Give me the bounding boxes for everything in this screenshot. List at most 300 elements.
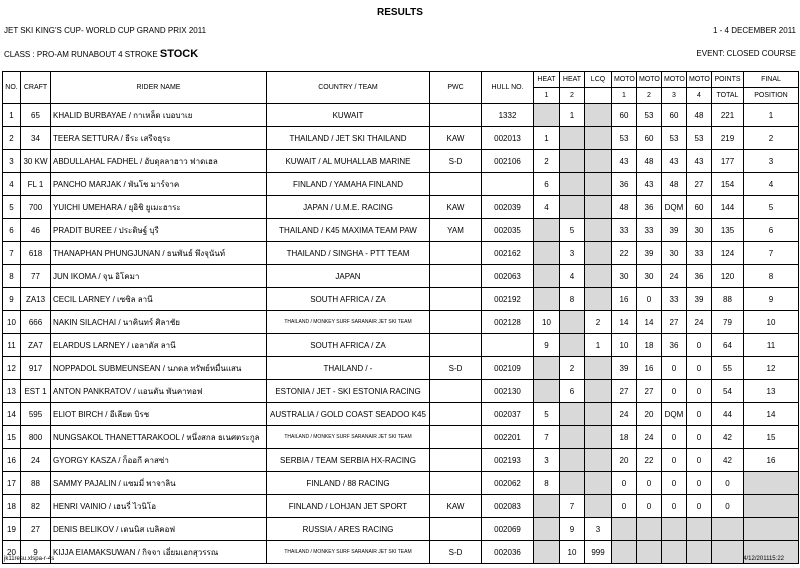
cell-craft: 65: [21, 104, 51, 127]
cell-no: 15: [3, 426, 21, 449]
cell-final-position: [744, 472, 799, 495]
cell-team: THAILAND / MONKEY SURF SARANAIR JET SKI TEAM: [267, 311, 430, 334]
col-moto1-header: MOTO: [612, 72, 637, 88]
cell-heat1: [534, 219, 560, 242]
cell-no: 11: [3, 334, 21, 357]
rider-name-thai: ประดิษฐ์ บุรี: [118, 225, 159, 235]
cell-heat1: [534, 104, 560, 127]
rider-name-latin: NAKIN SILACHAI /: [53, 317, 123, 327]
cell-final-position: 16: [744, 449, 799, 472]
rider-name-latin: CECIL LARNEY /: [53, 294, 118, 304]
cell-hull: 002201: [482, 426, 534, 449]
cell-moto2: 22: [637, 449, 662, 472]
cell-lcq: 1: [585, 334, 612, 357]
cell-moto2: 36: [637, 196, 662, 219]
cell-team: KUWAIT / AL MUHALLAB MARINE: [267, 150, 430, 173]
cell-craft: 595: [21, 403, 51, 426]
cell-lcq: [585, 403, 612, 426]
cell-team: SOUTH AFRICA / ZA: [267, 288, 430, 311]
cell-heat1: [534, 265, 560, 288]
cell-craft: 618: [21, 242, 51, 265]
col-heat1-header: HEAT: [534, 72, 560, 88]
cell-pwc: [430, 518, 482, 541]
cell-craft: 30 KW: [21, 150, 51, 173]
cell-final-position: 1: [744, 104, 799, 127]
rider-name-latin: TEERA SETTURA /: [53, 133, 126, 143]
cell-heat2: [560, 449, 585, 472]
rider-name-latin: DENIS BELIKOV /: [53, 524, 121, 534]
table-row: [3, 219, 799, 242]
event-name: JET SKI KING'S CUP- WORLD CUP GRAND PRIX 2011: [4, 26, 207, 35]
cell-lcq: [585, 219, 612, 242]
col-points-header: POINTS: [712, 72, 744, 88]
cell-total: 79: [712, 311, 744, 334]
cell-total: 44: [712, 403, 744, 426]
col-heat2-header: HEAT: [560, 72, 585, 88]
cell-moto1: 60: [612, 104, 637, 127]
cell-total: 42: [712, 449, 744, 472]
cell-moto4: 0: [687, 495, 712, 518]
cell-moto2: [637, 541, 662, 564]
table-row: [3, 472, 799, 495]
cell-moto1: 33: [612, 219, 637, 242]
cell-team: KUWAIT: [267, 104, 430, 127]
cell-team: THAILAND / MONKEY SURF SARANAIR JET SKI TEAM: [267, 426, 430, 449]
cell-total: 0: [712, 472, 744, 495]
cell-moto3: 43: [662, 150, 687, 173]
cell-lcq: [585, 265, 612, 288]
cell-no: 1: [3, 104, 21, 127]
cell-heat2: 8: [560, 288, 585, 311]
col-craft-header: CRAFT: [21, 72, 51, 104]
cell-lcq: [585, 495, 612, 518]
cell-moto3: 30: [662, 242, 687, 265]
cell-moto2: 18: [637, 334, 662, 357]
cell-moto1: 30: [612, 265, 637, 288]
rider-name-latin: KIJJA EIAMAKSUWAN /: [53, 547, 143, 557]
rider-name-latin: NUNGSAKOL THANETTARAKOOL /: [53, 432, 187, 442]
cell-final-position: 14: [744, 403, 799, 426]
rider-name-latin: ELARDUS LARNEY /: [53, 340, 132, 350]
cell-final-position: 10: [744, 311, 799, 334]
cell-heat2: [560, 426, 585, 449]
cell-moto4: [687, 518, 712, 541]
cell-team: THAILAND / MONKEY SURF SARANAIR JET SKI TEAM: [267, 541, 430, 564]
rider-name-thai: กิจจา เอี่ยมเอกสุวรรณ: [142, 547, 219, 557]
cell-pwc: KAW: [430, 196, 482, 219]
header-row: [3, 72, 799, 88]
cell-moto4: 53: [687, 127, 712, 150]
cell-moto2: 53: [637, 104, 662, 127]
cell-hull: 002036: [482, 541, 534, 564]
cell-team: SERBIA / TEAM SERBIA HX-RACING: [267, 449, 430, 472]
cell-team: ESTONIA / JET - SKI ESTONIA RACING: [267, 380, 430, 403]
cell-moto4: 48: [687, 104, 712, 127]
rider-name-thai: ก็ออกี คาสซ่า: [122, 455, 169, 465]
footer-filename: jk11resu.xlspa-r-4s: [4, 556, 55, 562]
cell-no: 20: [3, 541, 21, 564]
cell-moto3: DQM: [662, 196, 687, 219]
cell-rider: [51, 288, 267, 311]
cell-pwc: [430, 265, 482, 288]
cell-rider: [51, 518, 267, 541]
cell-hull: 002128: [482, 311, 534, 334]
col-moto3-header: MOTO: [662, 72, 687, 88]
cell-team: SOUTH AFRICA / ZA: [267, 334, 430, 357]
cell-moto3: 36: [662, 334, 687, 357]
cell-moto3: 33: [662, 288, 687, 311]
cell-hull: 002109: [482, 357, 534, 380]
cell-rider: [51, 127, 267, 150]
cell-moto2: 30: [637, 265, 662, 288]
rider-name-latin: GYORGY KASZA /: [53, 455, 123, 465]
cell-no: 3: [3, 150, 21, 173]
rider-name-latin: HENRI VAINIO /: [53, 501, 114, 511]
cell-rider: [51, 242, 267, 265]
cell-pwc: [430, 472, 482, 495]
cell-rider: [51, 357, 267, 380]
cell-lcq: [585, 426, 612, 449]
cell-heat2: [560, 150, 585, 173]
cell-total: 124: [712, 242, 744, 265]
cell-hull: [482, 334, 534, 357]
cell-moto2: 14: [637, 311, 662, 334]
col-moto4-header: MOTO: [687, 72, 712, 88]
cell-moto3: 48: [662, 173, 687, 196]
cell-moto4: 27: [687, 173, 712, 196]
cell-team: FINLAND / YAMAHA FINLAND: [267, 173, 430, 196]
rider-name-latin: ABDULLAHAL FADHEL /: [53, 156, 145, 166]
cell-heat1: 6: [534, 173, 560, 196]
cell-craft: 34: [21, 127, 51, 150]
cell-final-position: 2: [744, 127, 799, 150]
cell-moto2: 60: [637, 127, 662, 150]
cell-moto1: 48: [612, 196, 637, 219]
cell-pwc: KAW: [430, 127, 482, 150]
table-row: [3, 127, 799, 150]
cell-moto4: 30: [687, 219, 712, 242]
col-rider-header: RIDER NAME: [51, 72, 267, 104]
cell-moto3: 0: [662, 357, 687, 380]
cell-total: 144: [712, 196, 744, 219]
rider-name-thai: กาเหล็ด เบอบาเย: [133, 110, 193, 120]
rider-name-latin: SAMMY PAJALIN /: [53, 478, 123, 488]
col-heat2-sub: 2: [560, 88, 585, 104]
cell-heat2: [560, 311, 585, 334]
cell-moto2: 33: [637, 219, 662, 242]
results-body: [3, 104, 799, 564]
cell-team: THAILAND / SINGHA - PTT TEAM: [267, 242, 430, 265]
cell-rider: [51, 196, 267, 219]
table-row: [3, 357, 799, 380]
table-row: [3, 541, 799, 564]
rider-name-latin: PANCHO MARJAK /: [53, 179, 128, 189]
cell-final-position: 8: [744, 265, 799, 288]
cell-hull: 002069: [482, 518, 534, 541]
cell-no: 17: [3, 472, 21, 495]
cell-craft: 9: [21, 541, 51, 564]
cell-team: AUSTRALIA / GOLD COAST SEADOO K45: [267, 403, 430, 426]
cell-lcq: 999: [585, 541, 612, 564]
cell-moto4: 0: [687, 426, 712, 449]
cell-team: JAPAN / U.M.E. RACING: [267, 196, 430, 219]
cell-moto2: 0: [637, 495, 662, 518]
cell-no: 7: [3, 242, 21, 265]
cell-moto4: 60: [687, 196, 712, 219]
cell-moto1: 0: [612, 495, 637, 518]
cell-moto1: 22: [612, 242, 637, 265]
col-lcq-sub: [585, 88, 612, 104]
cell-hull: 002192: [482, 288, 534, 311]
cell-heat1: 10: [534, 311, 560, 334]
cell-hull: 002013: [482, 127, 534, 150]
cell-heat2: 10: [560, 541, 585, 564]
cell-lcq: [585, 242, 612, 265]
cell-moto1: 36: [612, 173, 637, 196]
cell-lcq: 2: [585, 311, 612, 334]
cell-heat2: 2: [560, 357, 585, 380]
col-lcq-header: LCQ: [585, 72, 612, 88]
cell-moto4: 0: [687, 403, 712, 426]
cell-craft: EST 1: [21, 380, 51, 403]
cell-total: 42: [712, 426, 744, 449]
cell-total: 177: [712, 150, 744, 173]
cell-moto2: [637, 518, 662, 541]
class-stock: STOCK: [159, 48, 199, 60]
cell-team: THAILAND / JET SKI THAILAND: [267, 127, 430, 150]
cell-total: 0: [712, 495, 744, 518]
cell-heat1: [534, 380, 560, 403]
cell-rider: [51, 104, 267, 127]
table-row: [3, 449, 799, 472]
cell-heat2: [560, 127, 585, 150]
cell-pwc: [430, 242, 482, 265]
table-row: [3, 150, 799, 173]
cell-moto3: DQM: [662, 403, 687, 426]
cell-moto3: 60: [662, 104, 687, 127]
cell-total: 135: [712, 219, 744, 242]
cell-moto4: 36: [687, 265, 712, 288]
cell-total: 221: [712, 104, 744, 127]
rider-name-thai: เอลาดัส ลานี: [131, 340, 176, 350]
cell-total: [712, 541, 744, 564]
cell-moto2: 43: [637, 173, 662, 196]
cell-moto4: 0: [687, 380, 712, 403]
cell-no: 9: [3, 288, 21, 311]
cell-rider: [51, 219, 267, 242]
cell-heat2: 6: [560, 380, 585, 403]
cell-heat2: 5: [560, 219, 585, 242]
cell-no: 12: [3, 357, 21, 380]
rider-name-latin: YUICHI UMEHARA /: [53, 202, 129, 212]
cell-rider: [51, 334, 267, 357]
cell-pwc: S-D: [430, 150, 482, 173]
cell-craft: 700: [21, 196, 51, 219]
cell-craft: ZA13: [21, 288, 51, 311]
cell-hull: 002063: [482, 265, 534, 288]
cell-heat2: [560, 472, 585, 495]
table-row: [3, 242, 799, 265]
cell-final-position: 12: [744, 357, 799, 380]
cell-final-position: 13: [744, 380, 799, 403]
cell-moto4: 33: [687, 242, 712, 265]
cell-moto3: 53: [662, 127, 687, 150]
cell-moto1: 39: [612, 357, 637, 380]
cell-moto2: 24: [637, 426, 662, 449]
cell-no: 5: [3, 196, 21, 219]
cell-heat1: 3: [534, 449, 560, 472]
cell-moto1: 27: [612, 380, 637, 403]
cell-lcq: [585, 357, 612, 380]
cell-moto1: 18: [612, 426, 637, 449]
cell-rider: [51, 403, 267, 426]
cell-team: THAILAND / -: [267, 357, 430, 380]
table-row: [3, 495, 799, 518]
cell-craft: 88: [21, 472, 51, 495]
page-title: RESULTS: [377, 7, 423, 18]
cell-no: 13: [3, 380, 21, 403]
cell-moto3: 27: [662, 311, 687, 334]
cell-moto4: 0: [687, 449, 712, 472]
cell-pwc: [430, 288, 482, 311]
cell-moto3: 0: [662, 426, 687, 449]
cell-hull: 002062: [482, 472, 534, 495]
cell-moto2: 20: [637, 403, 662, 426]
cell-heat1: [534, 495, 560, 518]
cell-pwc: [430, 380, 482, 403]
rider-name-latin: ANTON PANKRATOV /: [53, 386, 138, 396]
cell-rider: [51, 449, 267, 472]
rider-name-latin: PRADIT BUREE /: [53, 225, 119, 235]
cell-no: 10: [3, 311, 21, 334]
table-row: [3, 334, 799, 357]
cell-craft: 24: [21, 449, 51, 472]
col-heat1-sub: 1: [534, 88, 560, 104]
table-row: [3, 380, 799, 403]
class-prefix: CLASS : PRO-AM RUNABOUT 4 STROKE: [4, 50, 160, 59]
cell-heat2: 9: [560, 518, 585, 541]
cell-total: 120: [712, 265, 744, 288]
cell-lcq: [585, 380, 612, 403]
footer-timestamp: 4/12/201115:22: [743, 556, 784, 562]
cell-final-position: 7: [744, 242, 799, 265]
cell-moto3: 24: [662, 265, 687, 288]
cell-total: 54: [712, 380, 744, 403]
cell-no: 2: [3, 127, 21, 150]
cell-moto2: 0: [637, 288, 662, 311]
cell-heat1: 9: [534, 334, 560, 357]
col-final-header: FINAL: [744, 72, 799, 88]
cell-moto3: 0: [662, 495, 687, 518]
rider-name-thai: อับดุลลาฮาว ฟาดเฮล: [144, 156, 218, 166]
cell-moto2: 27: [637, 380, 662, 403]
cell-heat1: 7: [534, 426, 560, 449]
cell-craft: ZA7: [21, 334, 51, 357]
cell-heat1: 8: [534, 472, 560, 495]
cell-lcq: [585, 127, 612, 150]
cell-moto3: 0: [662, 380, 687, 403]
cell-moto3: 39: [662, 219, 687, 242]
table-row: [3, 426, 799, 449]
rider-name-latin: KHALID BURBAYAE /: [53, 110, 134, 120]
cell-final-position: 11: [744, 334, 799, 357]
cell-no: 16: [3, 449, 21, 472]
cell-moto1: 16: [612, 288, 637, 311]
cell-moto4: 0: [687, 472, 712, 495]
cell-heat2: [560, 403, 585, 426]
table-row: [3, 288, 799, 311]
cell-no: 4: [3, 173, 21, 196]
cell-pwc: S-D: [430, 357, 482, 380]
cell-pwc: KAW: [430, 495, 482, 518]
cell-moto2: 39: [637, 242, 662, 265]
cell-no: 6: [3, 219, 21, 242]
cell-hull: 002083: [482, 495, 534, 518]
cell-pwc: [430, 426, 482, 449]
cell-pwc: [430, 334, 482, 357]
table-row: [3, 403, 799, 426]
cell-team: FINLAND / LOHJAN JET SPORT: [267, 495, 430, 518]
cell-final-position: 5: [744, 196, 799, 219]
cell-total: 88: [712, 288, 744, 311]
cell-heat2: [560, 334, 585, 357]
rider-name-thai: แอนตัน พันคาทอฟ: [137, 386, 203, 396]
cell-total: 55: [712, 357, 744, 380]
table-row: [3, 311, 799, 334]
event-dates: 1 - 4 DECEMBER 2011: [713, 26, 796, 35]
cell-hull: 1332: [482, 104, 534, 127]
cell-heat1: [534, 242, 560, 265]
rider-name-thai: นาคินทร์ ศิลาชัย: [122, 317, 180, 327]
cell-craft: 46: [21, 219, 51, 242]
cell-rider: [51, 541, 267, 564]
cell-moto4: 0: [687, 357, 712, 380]
cell-pwc: [430, 311, 482, 334]
cell-final-position: 9: [744, 288, 799, 311]
cell-craft: 27: [21, 518, 51, 541]
cell-moto4: 0: [687, 334, 712, 357]
cell-team: RUSSIA / ARES RACING: [267, 518, 430, 541]
rider-name-thai: เฮนรี่ ไวนิโอ: [113, 501, 157, 511]
cell-final-position: 4: [744, 173, 799, 196]
cell-moto2: 48: [637, 150, 662, 173]
cell-craft: 917: [21, 357, 51, 380]
table-row: [3, 196, 799, 219]
cell-rider: [51, 472, 267, 495]
cell-hull: 002106: [482, 150, 534, 173]
cell-heat1: [534, 288, 560, 311]
cell-total: 219: [712, 127, 744, 150]
cell-lcq: [585, 104, 612, 127]
cell-moto4: 39: [687, 288, 712, 311]
cell-final-position: [744, 495, 799, 518]
rider-name-latin: THANAPHAN PHUNGJUNAN /: [53, 248, 167, 258]
cell-moto1: 10: [612, 334, 637, 357]
col-moto2-header: MOTO: [637, 72, 662, 88]
cell-lcq: [585, 196, 612, 219]
cell-hull: 002039: [482, 196, 534, 219]
cell-hull: 002162: [482, 242, 534, 265]
cell-moto3: [662, 541, 687, 564]
cell-hull: 002037: [482, 403, 534, 426]
cell-lcq: 3: [585, 518, 612, 541]
cell-heat2: 1: [560, 104, 585, 127]
cell-moto1: 24: [612, 403, 637, 426]
cell-pwc: S-D: [430, 541, 482, 564]
cell-moto2: 0: [637, 472, 662, 495]
cell-moto3: [662, 518, 687, 541]
cell-moto4: [687, 541, 712, 564]
